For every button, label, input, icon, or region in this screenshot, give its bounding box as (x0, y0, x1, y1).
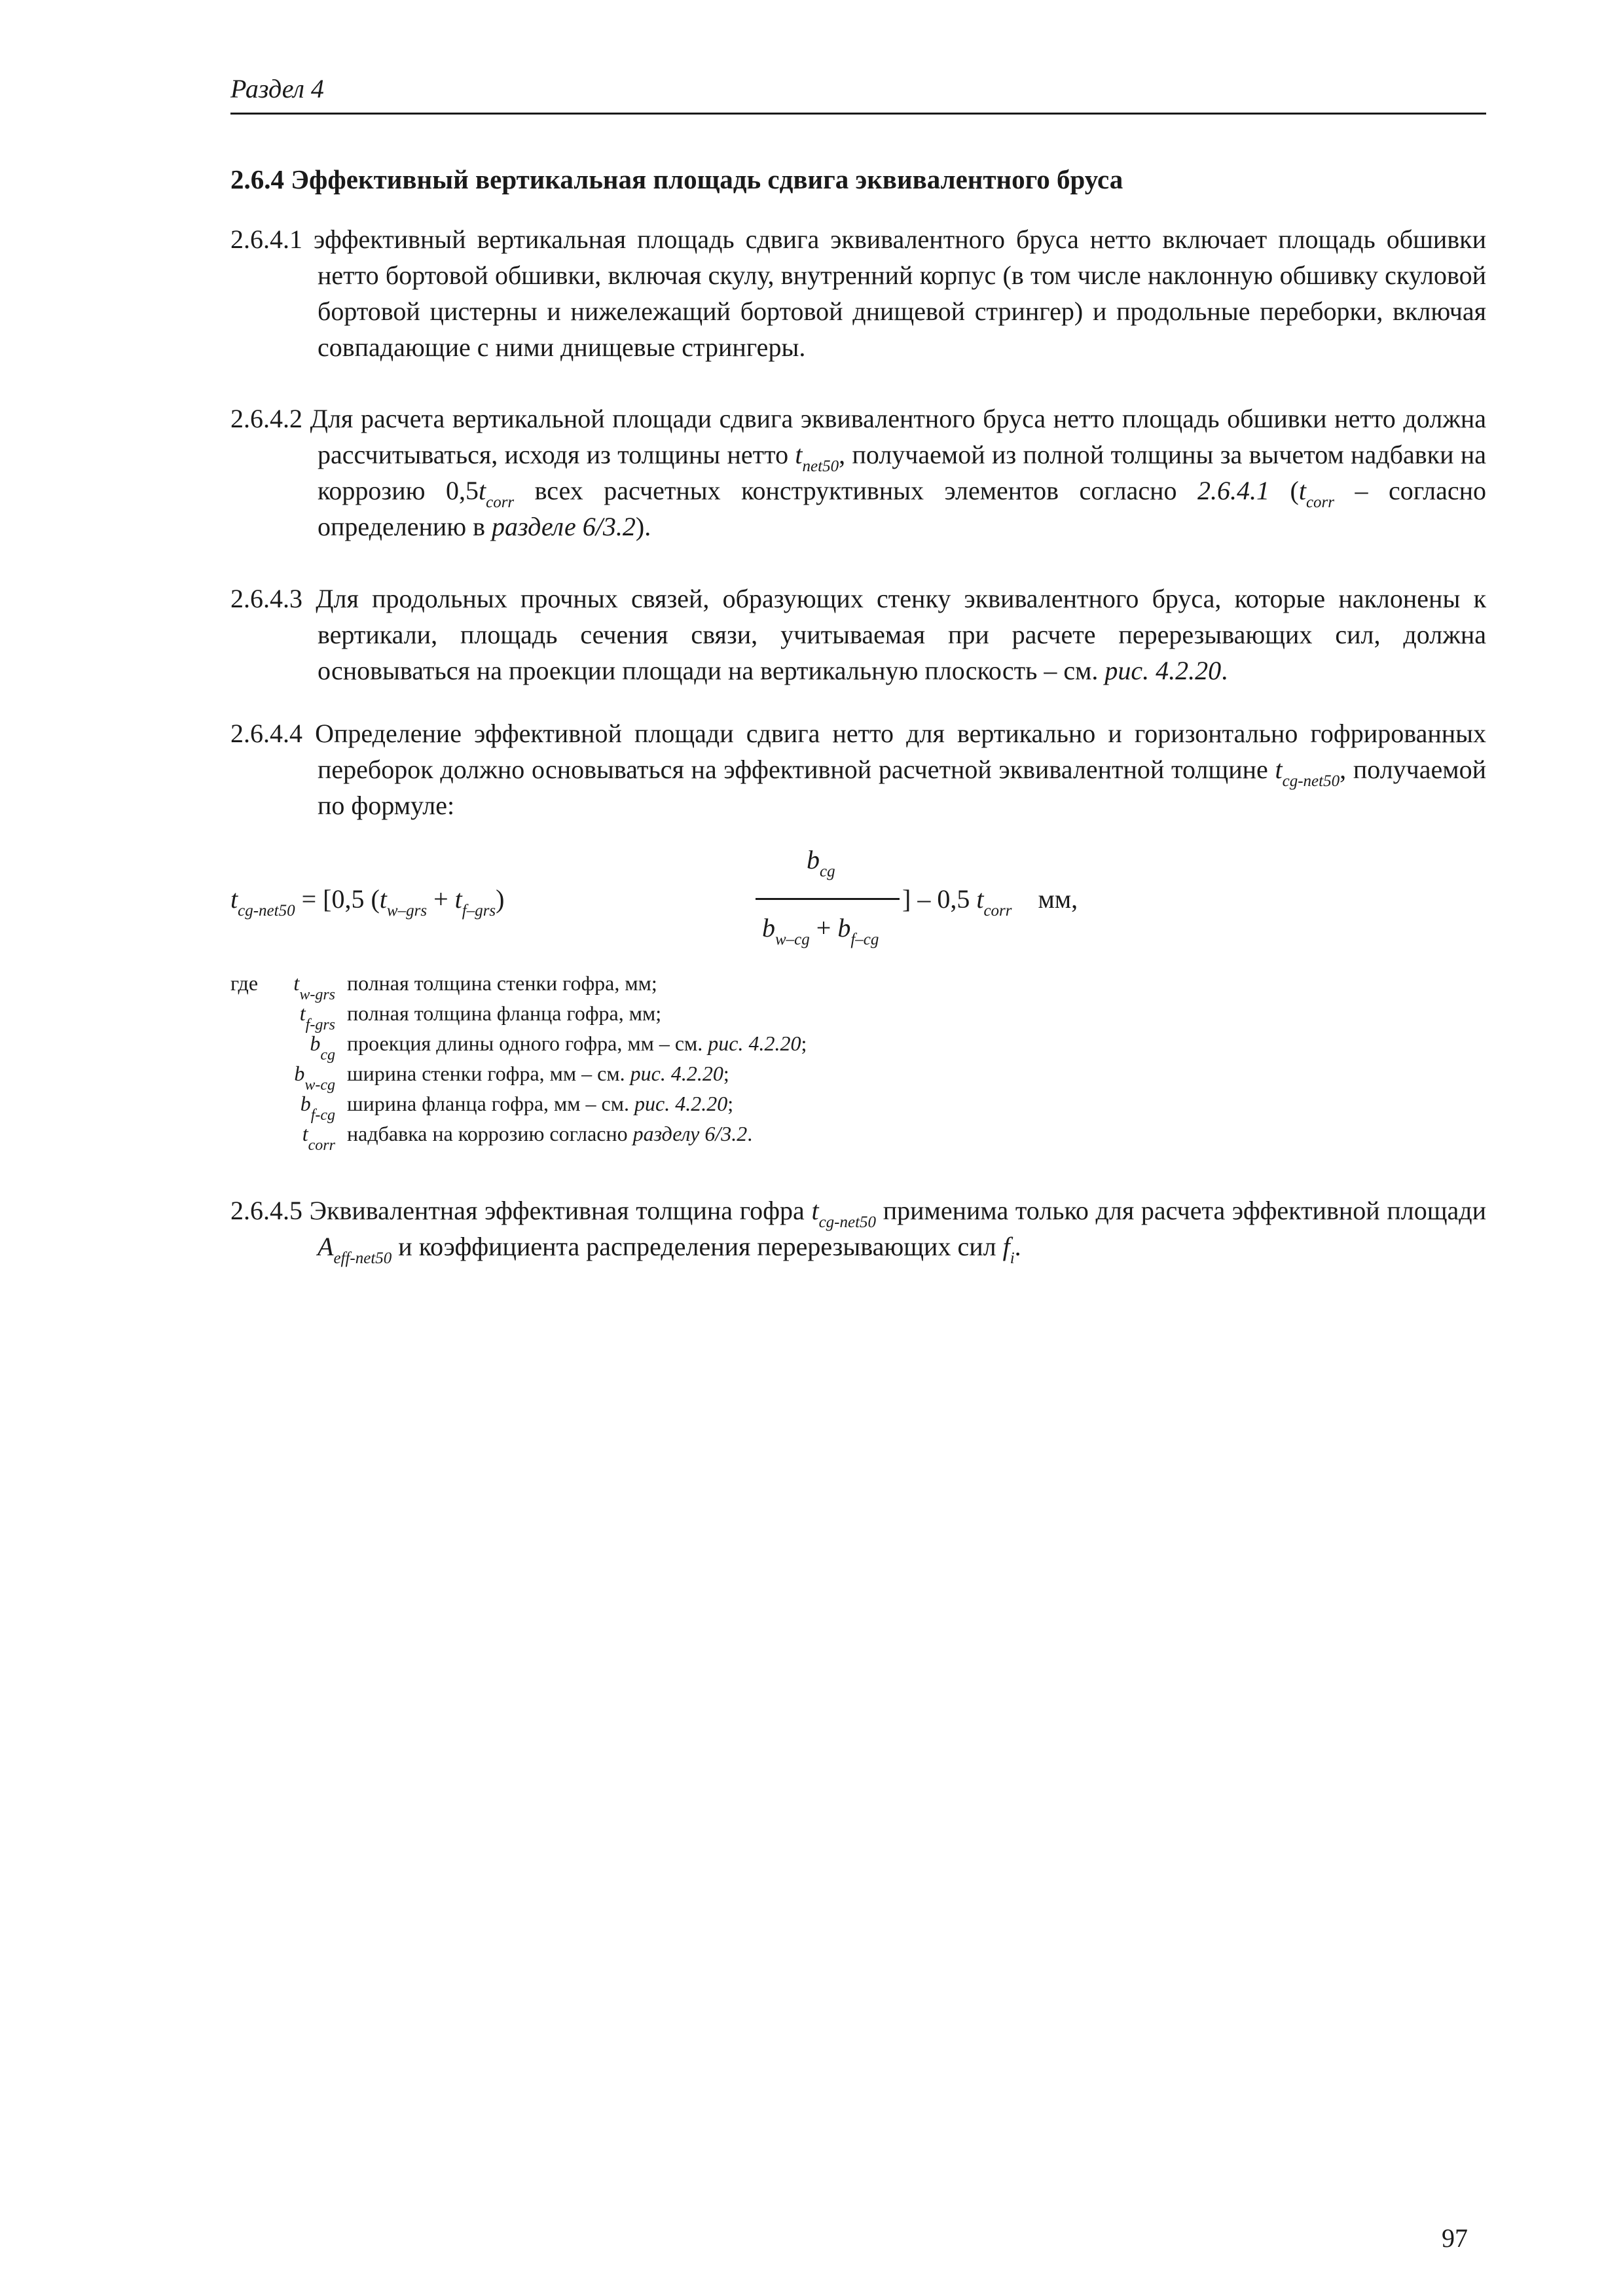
description-end: . (747, 1122, 753, 1145)
subscript: f-cg (310, 1107, 335, 1124)
paragraph-2-6-4-4 (230, 715, 1486, 823)
symbol: t (454, 884, 462, 914)
formula-text: = [0,5 ( (295, 884, 380, 914)
symbol: t (302, 1122, 308, 1145)
description-text: ширина стенки гофра, мм – см. (347, 1062, 630, 1085)
paragraph-number: 2.6.4.2 (230, 404, 302, 433)
fraction-numerator (807, 844, 835, 880)
text-segment: всех расчетных конструктивных элементов согласно (514, 476, 1197, 505)
legend-description (347, 1092, 733, 1116)
subscript: eff-net50 (333, 1249, 392, 1267)
text-segment: ). (635, 512, 651, 541)
legend-symbol (230, 1122, 335, 1154)
symbol: b (300, 1092, 311, 1115)
subscript: corr (983, 902, 1012, 920)
formula-text: + (809, 913, 838, 942)
symbol: b (762, 913, 775, 942)
paragraph-2-6-4-5 (230, 1193, 1486, 1265)
text-segment: , получаемой по формуле: (318, 755, 1486, 820)
formula-text: ) (496, 884, 505, 914)
subscript: cg-net50 (818, 1213, 877, 1231)
text-segment: применима только для расчета эффективной площади (876, 1196, 1487, 1225)
legend-description (347, 1062, 729, 1086)
section-title: 2.6.4 Эффективный вертикальная площадь сдвига эквивалентного бруса (230, 164, 1123, 194)
text-segment: Определение эффективной площади сдвига нетто для вертикально и горизонтально гофрированных переборок должно основываться на эффективной расчетной эквивалентной толщине (315, 719, 1487, 784)
cross-reference: рис. 4.2.20 (708, 1031, 801, 1055)
paragraph-2-6-4-3 (230, 581, 1486, 689)
subscript: f–cg (850, 931, 879, 948)
formula-right-side (902, 884, 1078, 920)
text-segment: – согласно определению в (318, 476, 1486, 541)
formula-text: ] – 0,5 (902, 884, 977, 914)
subscript: net50 (802, 457, 839, 475)
text-segment: и коэффициента распределения перерезывающих сил (392, 1232, 1003, 1261)
legend-symbol (230, 1092, 335, 1124)
fraction-denominator (762, 912, 879, 948)
text-segment: . (1221, 656, 1228, 685)
formula (230, 844, 1147, 956)
text-segment: . (1014, 1232, 1021, 1261)
subscript: w–cg (775, 931, 810, 948)
subscript: w–grs (386, 902, 428, 920)
paragraph-number: 2.6.4.1 (230, 224, 302, 254)
paragraph-text: эффективный вертикальная площадь сдвига эквивалентного бруса нетто включает площадь обшивки нетто бортовой обшивки, включая скулу, внутренний корпус (в том числе наклонную обшивку скуловой бортовой цистерны и нижележащий бортовой днищевой стрингер) и продольные переборки, включая совпадающие с ними днищевые стрингеры. (314, 224, 1487, 362)
legend-description (347, 1122, 752, 1146)
description-text: проекция длины одного гофра, мм – см. (347, 1031, 708, 1055)
header-rule (230, 113, 1486, 115)
subscript: f-grs (305, 1016, 335, 1033)
legend-description: полная толщина стенки гофра, мм; (347, 971, 657, 995)
symbol: b (310, 1031, 321, 1055)
subscript: cg-net50 (1282, 772, 1340, 790)
symbol: f (1002, 1232, 1010, 1261)
symbol: t (1275, 755, 1283, 784)
description-text: ширина фланца гофра, мм – см. (347, 1092, 634, 1115)
symbol: t (299, 1001, 306, 1025)
legend-symbol (230, 971, 335, 1003)
symbol: t (811, 1196, 819, 1225)
description-end: ; (723, 1062, 729, 1085)
text-segment: Эквивалентная эффективная толщина гофра (309, 1196, 812, 1225)
symbol: b (837, 913, 851, 942)
subscript: f–grs (462, 902, 496, 920)
symbol: b (294, 1062, 305, 1085)
symbol: t (379, 884, 387, 914)
formula-text: мм, (1038, 884, 1078, 914)
symbol: t (795, 440, 803, 469)
subscript: cg (320, 1047, 335, 1064)
symbol: b (807, 845, 820, 874)
description-end: ; (801, 1031, 807, 1055)
symbol: t (976, 884, 984, 914)
subscript: corr (1305, 493, 1334, 511)
formula-left-side (230, 884, 505, 920)
legend-symbol (230, 1001, 335, 1033)
symbol: t (230, 884, 238, 914)
subscript: cg (820, 863, 835, 880)
paragraph-2-6-4-2 (230, 401, 1486, 545)
description-text: надбавка на коррозию согласно (347, 1122, 633, 1145)
subscript: w-cg (304, 1077, 335, 1094)
subscript: corr (308, 1137, 335, 1154)
cross-reference: рис. 4.2.20 (630, 1062, 723, 1085)
running-head: Раздел 4 (230, 74, 324, 103)
legend-where: где (230, 971, 259, 995)
text-segment: Для расчета вертикальной площади сдвига эквивалентного бруса нетто площадь обшивки нетто должна рассчитываться, исходя из толщины нетто (310, 404, 1486, 469)
subscript: w-grs (299, 986, 335, 1003)
cross-reference: рис. 4.2.20 (634, 1092, 728, 1115)
paragraph-number: 2.6.4.5 (230, 1196, 302, 1225)
text-segment: Для продольных прочных связей, образующих стенку эквивалентного бруса, которые наклонены к вертикали, площадь сечения связи, учитываемая при расчете перерезывающих сил, должна основываться на проекции площади на вертикальную плоскость – см. (316, 584, 1487, 685)
legend-symbol (230, 1031, 335, 1064)
paragraph-2-6-4-1 (230, 221, 1486, 365)
cross-reference: рис. 4.2.20 (1104, 656, 1222, 685)
legend-symbol (230, 1062, 335, 1094)
description-end: ; (727, 1092, 734, 1115)
cross-reference: разделе 6/3.2 (492, 512, 636, 541)
legend-description: полная толщина фланца гофра, мм; (347, 1001, 662, 1025)
text-segment: , получаемой из полной толщины за вычетом надбавки на коррозию 0,5 (318, 440, 1486, 505)
symbol: t (1298, 476, 1306, 505)
legend-description (347, 1031, 807, 1056)
text-segment: ( (1269, 476, 1299, 505)
fraction-bar (756, 898, 900, 900)
cross-reference: 2.6.4.1 (1197, 476, 1269, 505)
subscript: cg-net50 (238, 902, 295, 920)
formula-text: + (427, 884, 455, 914)
symbol: t (293, 971, 300, 995)
symbol: t (478, 476, 486, 505)
paragraph-number: 2.6.4.3 (230, 584, 302, 613)
subscript: corr (486, 493, 515, 511)
symbol: A (318, 1232, 334, 1261)
paragraph-number: 2.6.4.4 (230, 719, 302, 748)
cross-reference: разделу 6/3.2 (632, 1122, 748, 1145)
page-number: 97 (1442, 2223, 1468, 2253)
subscript: i (1010, 1249, 1015, 1267)
